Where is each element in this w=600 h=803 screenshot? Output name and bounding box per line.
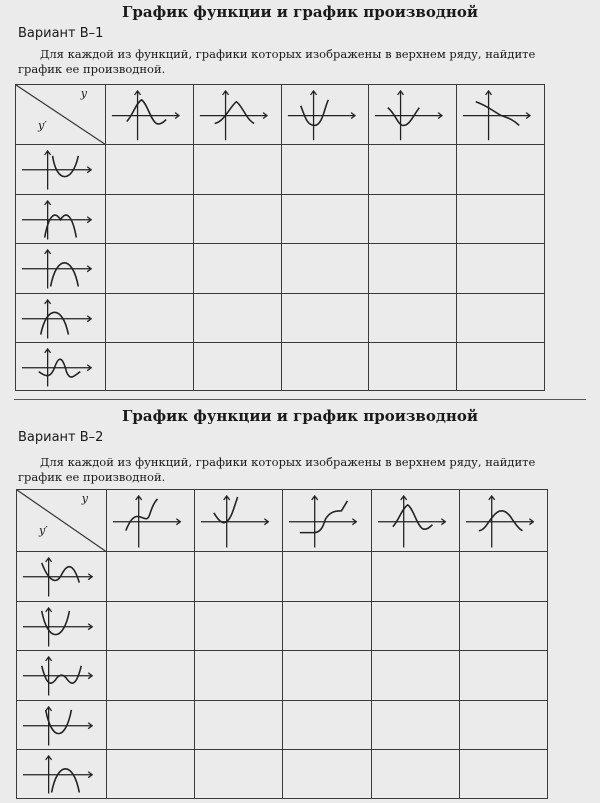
derivative-graph-cell — [17, 700, 107, 749]
answer-cell[interactable] — [107, 552, 195, 601]
instruction-v2: Для каждой из функций, графики которых изображены в верхнем ряду, найдите график ее производной. — [18, 455, 536, 484]
answer-cell[interactable] — [281, 293, 369, 342]
answer-cell[interactable] — [459, 601, 547, 650]
answer-cell[interactable] — [193, 145, 281, 194]
answer-cell[interactable] — [459, 552, 547, 601]
answer-cell[interactable] — [283, 601, 371, 650]
derivative-graph — [17, 750, 106, 797]
answer-cell[interactable] — [369, 244, 457, 293]
derivative-graph-cell — [17, 750, 107, 798]
function-graph-cell — [459, 490, 547, 552]
corner-cell — [17, 490, 107, 552]
derivative-graph — [16, 244, 105, 292]
answer-cell[interactable] — [457, 244, 545, 293]
derivative-graph-cell — [17, 552, 107, 601]
answer-cell[interactable] — [107, 750, 195, 798]
answer-cell[interactable] — [459, 651, 547, 700]
answer-cell[interactable] — [371, 750, 459, 798]
function-graph-cell — [369, 85, 457, 145]
derivative-graph-cell — [16, 343, 106, 391]
answer-cell[interactable] — [283, 700, 371, 749]
derivative-graph — [16, 145, 105, 193]
answer-cell[interactable] — [106, 194, 194, 243]
function-graph — [195, 490, 282, 551]
answer-cell[interactable] — [371, 651, 459, 700]
answer-cell[interactable] — [283, 552, 371, 601]
page-title-v1: График функции и график производной — [122, 3, 478, 21]
corner-y-label: y — [81, 492, 88, 505]
answer-cell[interactable] — [283, 750, 371, 798]
answer-cell[interactable] — [106, 343, 194, 391]
graph-table-v1 — [15, 84, 545, 391]
graph-table-v2 — [16, 489, 548, 799]
function-graph-cell — [283, 490, 371, 552]
function-graph — [457, 85, 544, 144]
page-title-v2: График функции и график производной — [122, 407, 478, 425]
function-graph — [107, 490, 194, 551]
answer-cell[interactable] — [369, 194, 457, 243]
function-graph-cell — [193, 85, 281, 145]
function-graph — [106, 85, 193, 144]
instruction-v1: Для каждой из функций, графики которых изображены в верхнем ряду, найдите график ее производной. — [18, 47, 536, 76]
answer-cell[interactable] — [193, 194, 281, 243]
answer-cell[interactable] — [107, 651, 195, 700]
answer-cell[interactable] — [193, 293, 281, 342]
function-graph — [369, 85, 456, 144]
derivative-graph-cell — [16, 293, 106, 342]
function-graph-cell — [371, 490, 459, 552]
derivative-graph — [17, 701, 106, 749]
answer-cell[interactable] — [281, 244, 369, 293]
answer-cell[interactable] — [371, 601, 459, 650]
function-graph-cell — [281, 85, 369, 145]
answer-cell[interactable] — [281, 194, 369, 243]
answer-cell[interactable] — [281, 343, 369, 391]
answer-cell[interactable] — [195, 651, 283, 700]
corner-cell — [16, 85, 106, 145]
answer-cell[interactable] — [195, 601, 283, 650]
corner-yprime-label: y′ — [38, 119, 47, 132]
answer-cell[interactable] — [193, 244, 281, 293]
answer-cell[interactable] — [195, 700, 283, 749]
answer-cell[interactable] — [107, 601, 195, 650]
answer-cell[interactable] — [371, 552, 459, 601]
answer-cell[interactable] — [369, 343, 457, 391]
corner-yprime-label: y′ — [39, 524, 48, 537]
derivative-graph — [16, 195, 105, 243]
function-graph — [372, 490, 459, 551]
derivative-graph — [17, 552, 106, 600]
answer-cell[interactable] — [459, 700, 547, 749]
answer-cell[interactable] — [195, 750, 283, 798]
answer-cell[interactable] — [281, 145, 369, 194]
answer-cell[interactable] — [459, 750, 547, 798]
answer-cell[interactable] — [283, 651, 371, 700]
answer-cell[interactable] — [369, 293, 457, 342]
answer-cell[interactable] — [107, 700, 195, 749]
answer-cell[interactable] — [457, 293, 545, 342]
answer-cell[interactable] — [457, 145, 545, 194]
answer-cell[interactable] — [106, 145, 194, 194]
function-graph — [282, 85, 369, 144]
answer-cell[interactable] — [195, 552, 283, 601]
answer-cell[interactable] — [106, 244, 194, 293]
answer-cell[interactable] — [457, 194, 545, 243]
section-divider — [14, 399, 586, 400]
derivative-graph — [16, 294, 105, 342]
function-graph — [283, 490, 370, 551]
function-graph-cell — [457, 85, 545, 145]
answer-cell[interactable] — [106, 293, 194, 342]
corner-y-label: y — [80, 87, 87, 100]
variant-label-v1: Вариант В–1 — [18, 26, 104, 41]
function-graph — [460, 490, 547, 551]
derivative-graph — [17, 602, 106, 650]
function-graph-cell — [195, 490, 283, 552]
function-graph — [194, 85, 281, 144]
variant-label-v2: Вариант В–2 — [18, 430, 104, 445]
answer-cell[interactable] — [371, 700, 459, 749]
derivative-graph — [17, 651, 106, 699]
function-graph-cell — [106, 85, 194, 145]
answer-cell[interactable] — [193, 343, 281, 391]
derivative-graph-cell — [17, 601, 107, 650]
derivative-graph-cell — [17, 651, 107, 700]
derivative-graph-cell — [16, 145, 106, 194]
derivative-graph — [16, 343, 105, 390]
derivative-graph-cell — [16, 244, 106, 293]
derivative-graph-cell — [16, 194, 106, 243]
function-graph-cell — [107, 490, 195, 552]
answer-cell[interactable] — [369, 145, 457, 194]
answer-cell[interactable] — [457, 343, 545, 391]
